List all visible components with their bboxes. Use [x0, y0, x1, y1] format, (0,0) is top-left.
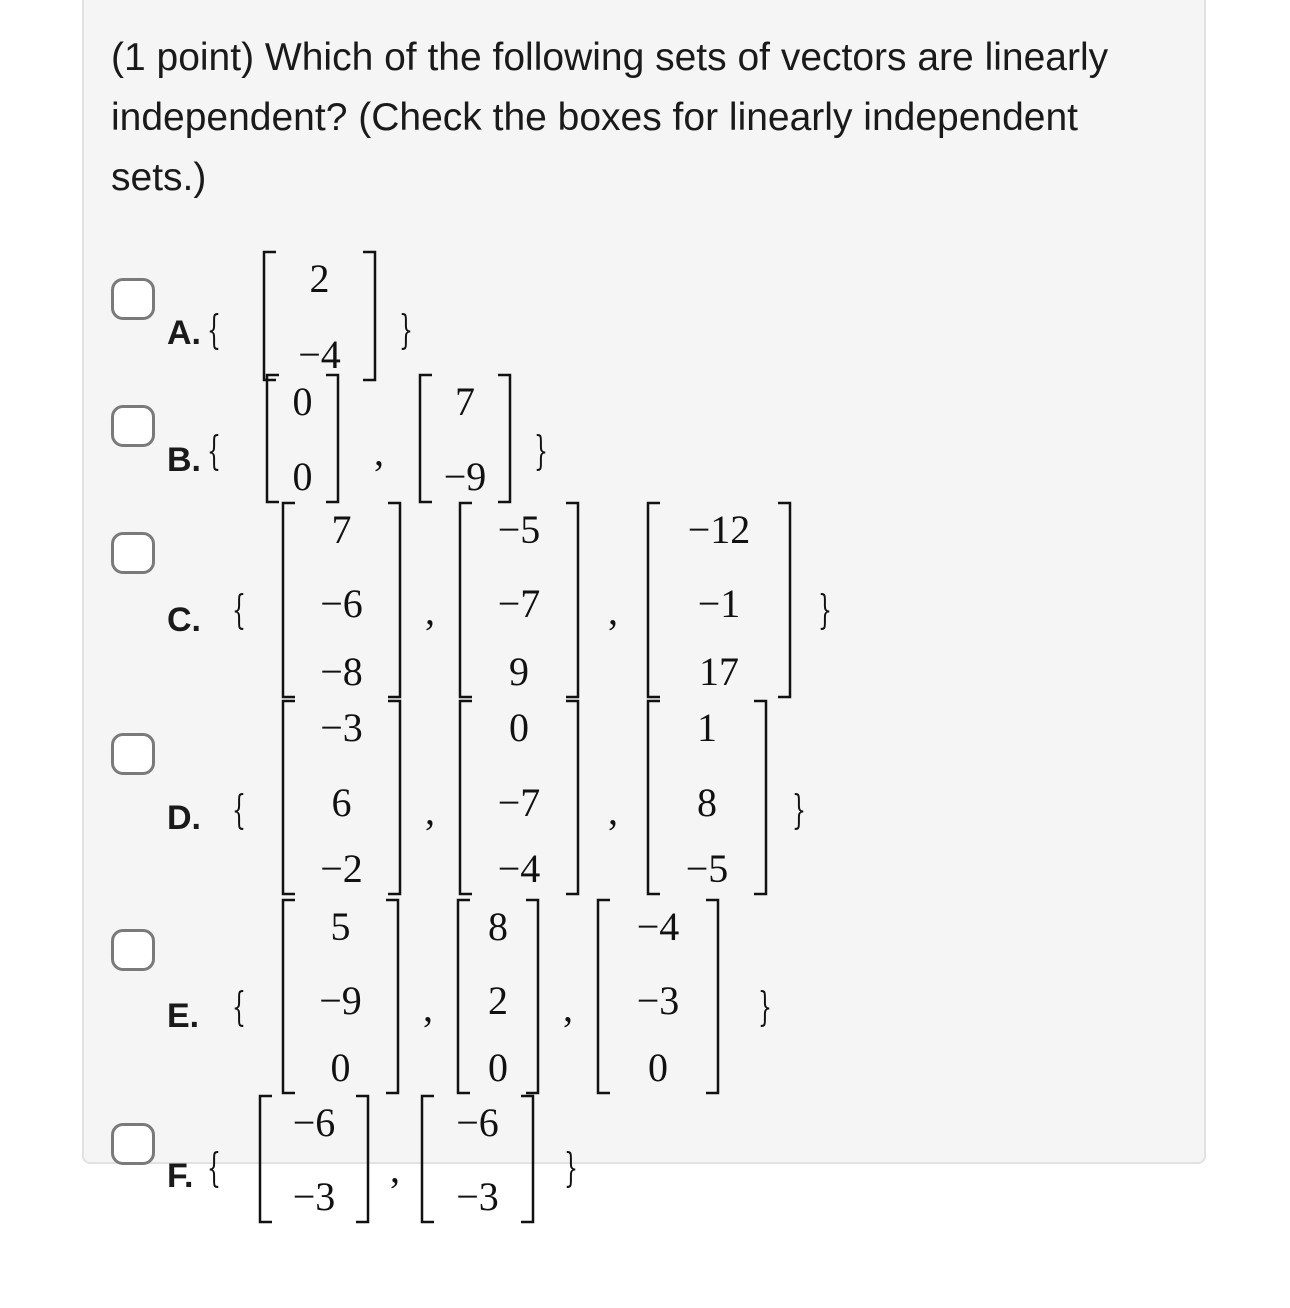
- right-bracket: [706, 900, 718, 1093]
- vector-entry: −12: [687, 507, 751, 552]
- vector-entry: −1: [697, 581, 741, 626]
- right-bracket: [498, 375, 510, 502]
- vector-set-d: [232, 701, 806, 894]
- question-prompt: Which of the following sets of vectors are linearly independent? (Check the boxes for linearly independent sets.): [111, 36, 1109, 199]
- option-label-e: E.: [167, 997, 200, 1035]
- vector-set-c: [232, 503, 832, 697]
- left-bracket: [267, 375, 279, 502]
- vector-entry: −4: [298, 332, 341, 377]
- vector-entry: 17: [699, 649, 739, 694]
- comma-separator: ,: [563, 985, 573, 1030]
- vector-entry: −3: [636, 978, 680, 1023]
- vector-entry: −6: [456, 1100, 499, 1145]
- comma-separator: ,: [608, 588, 618, 633]
- vector-entry: −7: [497, 780, 541, 825]
- vector-entry: 2: [488, 978, 508, 1023]
- left-bracket: [648, 503, 660, 697]
- comma-separator: ,: [425, 788, 435, 833]
- vector-entry: −9: [319, 978, 362, 1023]
- vector-entry: −5: [497, 507, 541, 552]
- question-points: (1 point): [111, 36, 255, 79]
- right-bracket: [326, 375, 338, 502]
- vector-entry: 9: [509, 649, 529, 694]
- right-brace: }: [399, 306, 413, 354]
- left-brace: {: [232, 786, 246, 834]
- right-brace: }: [792, 786, 806, 834]
- right-bracket: [778, 503, 790, 697]
- vector-entry: −6: [292, 1100, 336, 1145]
- left-bracket: [420, 375, 432, 502]
- left-bracket: [283, 900, 295, 1093]
- vector-entry: −8: [320, 649, 363, 694]
- option-label-a: A.: [167, 314, 201, 352]
- option-label-c: C.: [167, 601, 201, 639]
- right-brace: }: [534, 427, 548, 475]
- vector-entry: 0: [330, 1045, 351, 1090]
- left-brace: {: [232, 586, 246, 634]
- option-label-d: D.: [167, 799, 201, 837]
- option-label-f: F.: [167, 1157, 194, 1195]
- vector-entry: 0: [509, 705, 529, 750]
- vector-entry: −4: [497, 846, 541, 891]
- comma-separator: ,: [423, 985, 433, 1030]
- vector-set-a: [207, 252, 413, 380]
- vector-entry: −3: [320, 705, 363, 750]
- left-bracket: [598, 900, 610, 1093]
- right-brace: }: [758, 983, 772, 1031]
- vector-entry: −7: [497, 581, 541, 626]
- left-bracket: [422, 1096, 434, 1222]
- vector-entry: −2: [320, 846, 363, 891]
- vector-entry: −4: [636, 904, 680, 949]
- left-bracket: [264, 252, 276, 380]
- right-brace: }: [564, 1144, 578, 1192]
- vector-set-f: [207, 1096, 578, 1222]
- right-bracket: [754, 701, 766, 894]
- vector-entry: 7: [331, 507, 352, 552]
- vector-set-e: [232, 900, 772, 1093]
- left-bracket: [460, 701, 472, 894]
- left-bracket: [260, 1096, 272, 1222]
- right-bracket: [521, 1096, 533, 1222]
- vector-entry: 8: [697, 780, 717, 825]
- right-bracket: [526, 900, 538, 1093]
- right-bracket: [388, 701, 400, 894]
- vector-entry: 2: [309, 256, 330, 301]
- comma-separator: ,: [374, 429, 384, 474]
- left-brace: {: [207, 427, 221, 475]
- left-bracket: [458, 900, 470, 1093]
- left-brace: {: [207, 1144, 221, 1192]
- vector-entry: −3: [456, 1174, 499, 1219]
- comma-separator: ,: [608, 788, 618, 833]
- left-bracket: [283, 503, 295, 697]
- right-bracket: [566, 701, 578, 894]
- right-bracket: [386, 900, 398, 1093]
- right-bracket: [363, 252, 375, 380]
- left-bracket: [283, 701, 295, 894]
- comma-separator: ,: [425, 588, 435, 633]
- right-brace: }: [818, 586, 832, 634]
- right-bracket: [566, 503, 578, 697]
- vector-set-b: [207, 375, 548, 502]
- vector-entry: −5: [685, 846, 729, 891]
- option-label-b: B.: [167, 441, 201, 479]
- left-bracket: [648, 701, 660, 894]
- vector-entry: 1: [697, 705, 717, 750]
- left-brace: {: [232, 983, 246, 1031]
- vector-entry: 0: [292, 454, 313, 499]
- vector-entry: 0: [648, 1045, 668, 1090]
- vector-entry: 0: [488, 1045, 508, 1090]
- right-bracket: [356, 1096, 368, 1222]
- vector-entry: 5: [330, 904, 351, 949]
- vector-entry: −9: [443, 454, 487, 499]
- vector-entry: 8: [488, 904, 508, 949]
- vector-entry: 0: [292, 379, 313, 424]
- vector-entry: −3: [292, 1174, 336, 1219]
- left-brace: {: [207, 306, 221, 354]
- right-bracket: [388, 503, 400, 697]
- vector-entry: 7: [455, 379, 475, 424]
- vector-entry: 6: [331, 780, 352, 825]
- comma-separator: ,: [390, 1146, 400, 1191]
- left-bracket: [460, 503, 472, 697]
- vector-entry: −6: [320, 581, 363, 626]
